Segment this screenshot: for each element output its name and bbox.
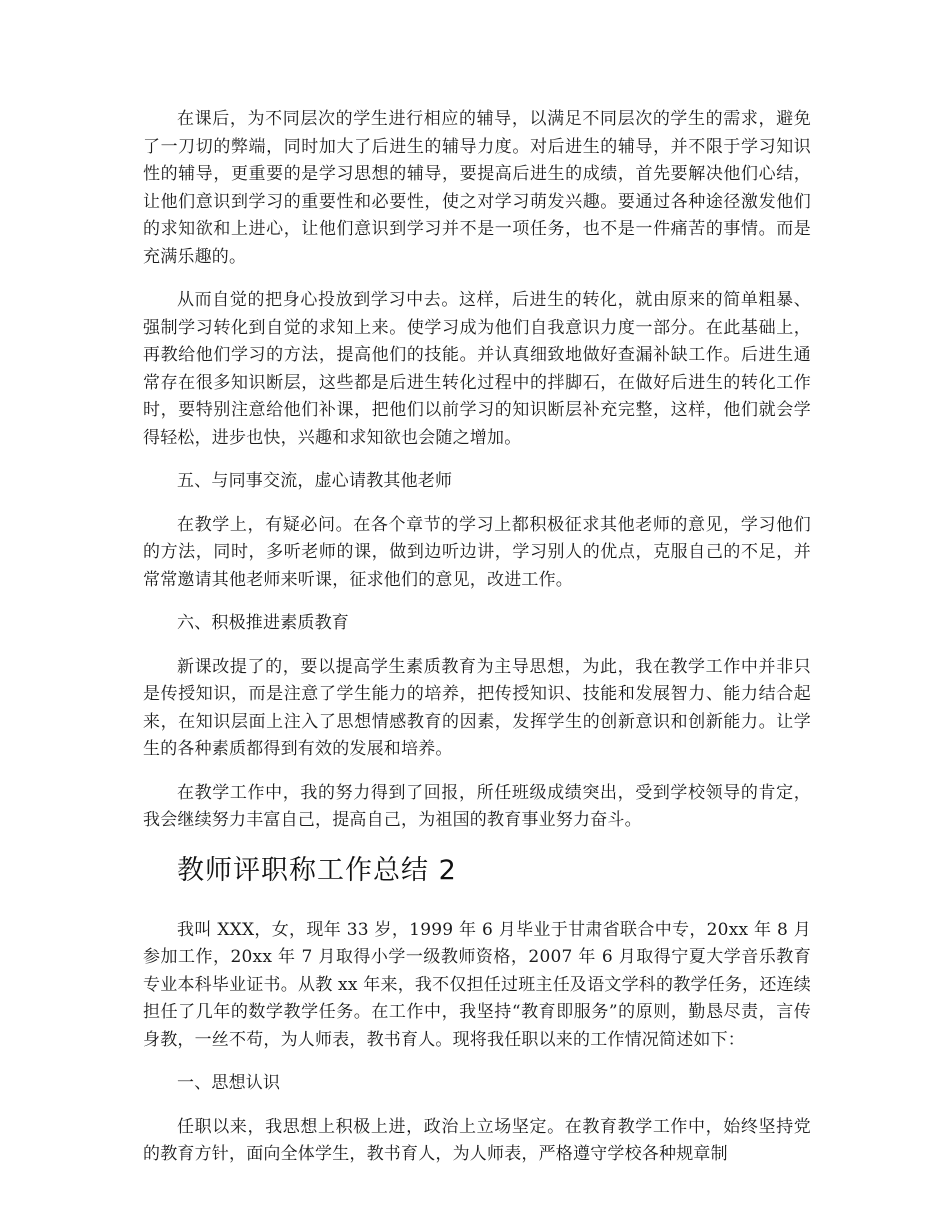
paragraph: 在教学工作中，我的努力得到了回报，所任班级成绩突出，受到学校领导的肯定，我会继续努力丰富自己，提高自己，为祖国的教育事业努力奋斗。	[143, 782, 811, 830]
section-heading: 五、与同事交流，虚心请教其他老师	[177, 471, 453, 491]
paragraph: 在教学上，有疑必问。在各个章节的学习上都积极征求其他老师的意见，学习他们的方法，同时，多听老师的课，做到边听边讲，学习别人的优点，克服自己的不足，并常常邀请其他老师来听课，征求他们的意见，改进工作。	[143, 514, 811, 590]
document-title: 教师评职称工作总结 2	[177, 854, 457, 886]
paragraph: 任职以来，我思想上积极上进，政治上立场坚定。在教育教学工作中，始终坚持党的教育方针，面向全体学生，教书育人，为人师表，严格遵守学校各种规章制	[143, 1116, 811, 1164]
document-page	[143, 106, 811, 1185]
section-heading: 一、思想认识	[177, 1073, 281, 1093]
paragraph: 在课后，为不同层次的学生进行相应的辅导，以满足不同层次的学生的需求，避免了一刀切的弊端，同时加大了后进生的辅导力度。对后进生的辅导，并不限于学习知识性的辅导，更重要的是学习思想的辅导，要提高后进生的成绩，首先要解决他们心结，让他们意识到学习的重要性和必要性，使之对学习萌发兴趣。要通过各种途径激发他们的求知欲和上进心，让他们意识到学习并不是一项任务，也不是一件痛苦的事情。而是充满乐趣的。	[143, 109, 811, 267]
paragraph: 从而自觉的把身心投放到学习中去。这样，后进生的转化，就由原来的简单粗暴、强制学习转化到自觉的求知上来。使学习成为他们自我意识力度一部分。在此基础上，再教给他们学习的方法，提高他们的技能。并认真细致地做好查漏补缺工作。后进生通常存在很多知识断层，这些都是后进生转化过程中的拌脚石，在做好后进生的转化工作时，要特别注意给他们补课，把他们以前学习的知识断层补充完整，这样，他们就会学得轻松，进步也快，兴趣和求知欲也会随之增加。	[143, 290, 811, 448]
paragraph: 我叫 XXX，女，现年 33 岁，1999 年 6 月毕业于甘肃省联合中专，20xx 年 8 月参加工作，20xx 年 7 月取得小学一级教师资格，2007 年 6 月取得宁夏大学音乐教育专业本科毕业证书。从教 xx 年来，我不仅担任过班主任及语文学科的教学任务，还连续担任了几年的数学教学任务。在工作中，我坚持“教育即服务”的原则，勤恳尽责，言传身教，一丝不苟，为人师表，教书育人。现将我任职以来的工作情况简述如下：	[143, 919, 811, 1050]
paragraph: 新课改提了的，要以提高学生素质教育为主导思想，为此，我在教学工作中并非只是传授知识，而是注意了学生能力的培养，把传授知识、技能和发展智力、能力结合起来，在知识层面上注入了思想情感教育的因素，发挥学生的创新意识和创新能力。让学生的各种素质都得到有效的发展和培养。	[143, 656, 811, 759]
section-heading: 六、积极推进素质教育	[177, 613, 349, 633]
